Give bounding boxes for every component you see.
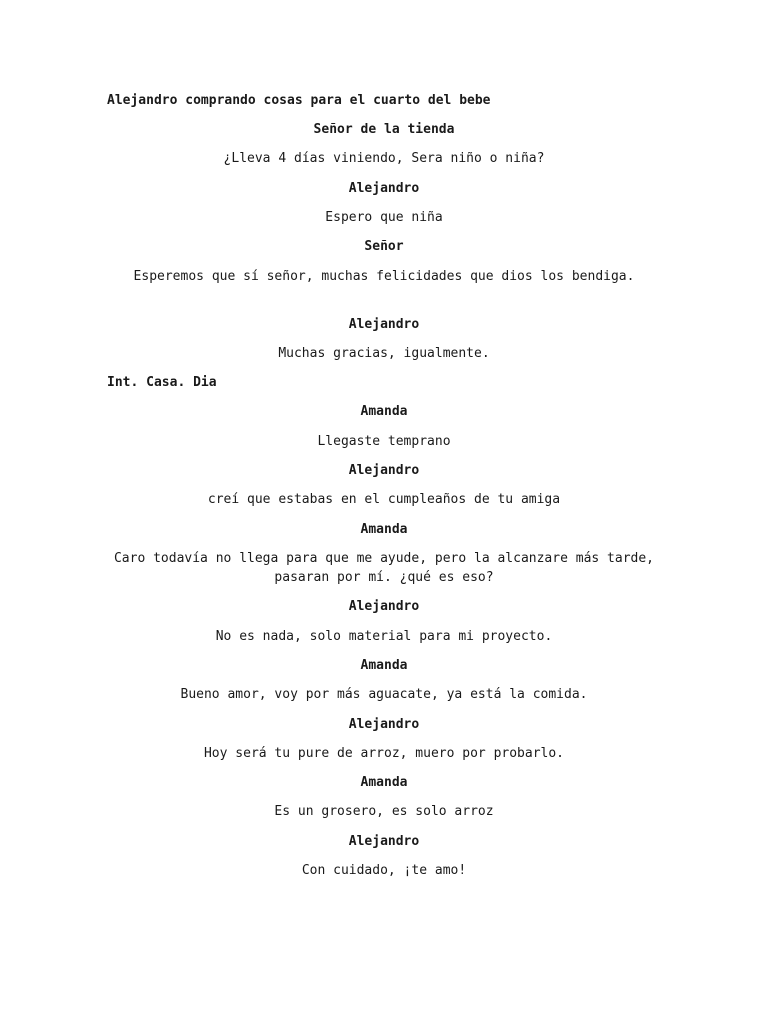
character-name: Amanda <box>360 404 408 419</box>
dialogue-line: Bueno amor, voy por más aguacate, ya está la comida. <box>180 687 588 702</box>
dialogue-line: Esperemos que sí señor, muchas felicidades que dios los bendiga. <box>133 269 635 284</box>
dialogue-line: Es un grosero, es solo arroz <box>274 804 494 819</box>
character-name: Alejandro <box>348 317 420 332</box>
character-name: Alejandro <box>348 181 420 196</box>
character-name: Alejandro <box>348 834 420 849</box>
dialogue-line: No es nada, solo material para mi proyecto. <box>215 629 553 644</box>
dialogue-line: Caro todavía no llega para que me ayude, pero la alcanzare más tarde, pasaran por mí. ¿qué es eso? <box>113 551 655 585</box>
scene-heading: Alejandro comprando cosas para el cuarto del bebe <box>107 93 491 108</box>
character-name: Señor <box>364 239 404 254</box>
character-name: Amanda <box>360 775 408 790</box>
dialogue-line: Espero que niña <box>325 210 443 225</box>
dialogue-line: Llegaste temprano <box>317 434 451 449</box>
character-name: Amanda <box>360 658 408 673</box>
character-name: Alejandro <box>348 463 420 478</box>
dialogue-line: Hoy será tu pure de arroz, muero por probarlo. <box>203 746 565 761</box>
character-name: Alejandro <box>348 599 420 614</box>
scene-heading: Int. Casa. Dia <box>107 375 217 390</box>
character-name: Alejandro <box>348 717 420 732</box>
dialogue-line: Muchas gracias, igualmente. <box>278 346 490 361</box>
dialogue-line: creí que estabas en el cumpleaños de tu amiga <box>207 492 561 507</box>
dialogue-line: Con cuidado, ¡te amo! <box>301 863 467 878</box>
character-name: Amanda <box>360 522 408 537</box>
dialogue-line: ¿Lleva 4 días viniendo, Sera niño o niña? <box>223 151 545 166</box>
character-name: Señor de la tienda <box>313 122 455 137</box>
